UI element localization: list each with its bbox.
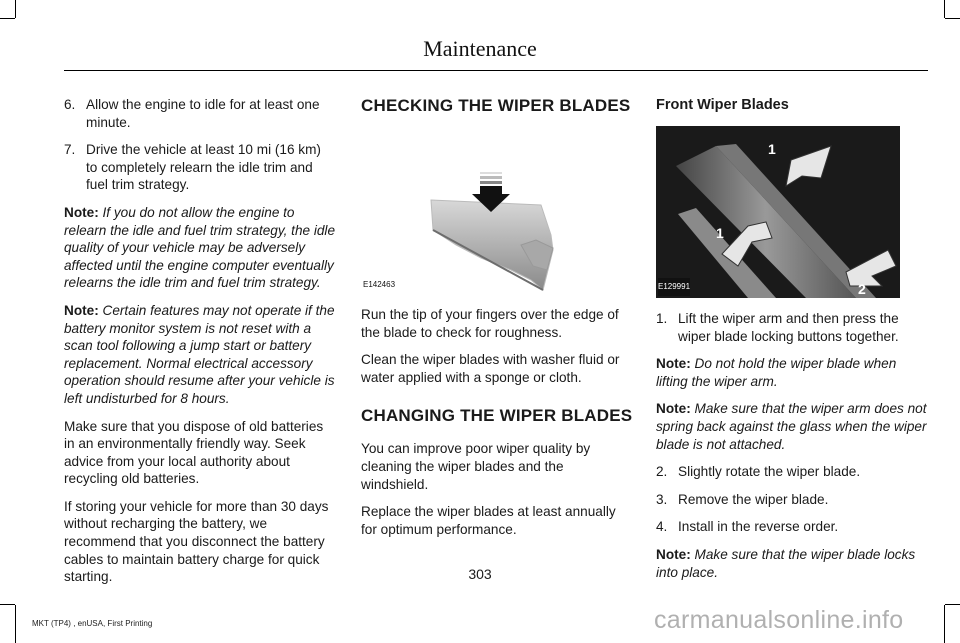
note: [656, 355, 928, 390]
callout-label: 1: [768, 141, 776, 157]
step-number: 2.: [656, 464, 668, 480]
paragraph: Make sure that you dispose of old batteries in an environmentally friendly way. Seek advice from your local authority about recycling old batteries.: [64, 418, 324, 487]
callout-label: 2: [858, 281, 866, 297]
crop-mark: [15, 0, 16, 18]
middle-column: [361, 96, 633, 548]
step-6: [64, 96, 336, 131]
note-label: Note:: [656, 401, 691, 417]
page-number: 303: [468, 566, 492, 582]
step-number: 7.: [64, 142, 76, 158]
crop-mark: [0, 604, 15, 605]
wiper-blade-figure: [361, 130, 633, 296]
step-text: Lift the wiper arm and then press the wiper blade locking buttons together.: [678, 311, 899, 344]
paragraph: If storing your vehicle for more than 30 days without recharging the battery, we recommend that you disconnect the battery cables to maintain battery charge for quick starting.: [64, 498, 329, 585]
crop-mark: [945, 18, 960, 19]
step-number: 4.: [656, 519, 668, 535]
watermark: carmanualsonline.info: [654, 606, 904, 634]
front-wiper-photo: [656, 126, 900, 298]
step-2: [656, 463, 928, 481]
step-text: Slightly rotate the wiper blade.: [678, 464, 861, 480]
note: [656, 400, 928, 453]
callout-label: 1: [716, 225, 724, 241]
step-text: Allow the engine to idle for at least one minute.: [86, 97, 320, 130]
footer-text: MKT (TP4) , enUSA, First Printing: [32, 619, 153, 628]
note-label: Note:: [64, 302, 99, 318]
step-1: [656, 310, 928, 345]
subsection-heading: Front Wiper Blades: [656, 97, 789, 113]
step-number: 1.: [656, 311, 668, 326]
wiper-blade-illustration: [361, 130, 633, 296]
step-number: 6.: [64, 97, 76, 112]
crop-mark: [944, 0, 945, 18]
step-text: Install in the reverse order.: [678, 519, 839, 535]
crop-mark: [15, 605, 16, 643]
right-column: [656, 96, 928, 591]
front-wiper-figure: [656, 126, 900, 298]
note-text: Make sure that the wiper blade locks into place.: [656, 546, 916, 580]
crop-mark: [945, 604, 960, 605]
crop-mark: [944, 605, 945, 643]
note: [64, 302, 336, 408]
note-text: Certain features may not operate if the battery monitor system is not reset with a scan tool following a jump start or battery replacement. Normal electrical accessory operation should resume after your vehicle is left undisturbed for 8 hours.: [64, 302, 335, 406]
paragraph: Run the tip of your fingers over the edge of the blade to check for roughness.: [361, 307, 619, 340]
page-title: Maintenance: [423, 36, 537, 61]
note-label: Note:: [64, 204, 99, 220]
note-label: Note:: [656, 546, 691, 562]
step-text: Remove the wiper blade.: [678, 491, 829, 507]
step-3: [656, 491, 928, 509]
left-column: [64, 96, 336, 596]
figure-code: E129991: [658, 278, 690, 296]
header-rule: [64, 70, 928, 71]
step-7: [64, 141, 336, 194]
crop-mark: [0, 18, 15, 19]
paragraph: Replace the wiper blades at least annually for optimum performance.: [361, 504, 616, 537]
figure-code: E142463: [363, 280, 396, 290]
step-number: 3.: [656, 491, 668, 507]
note-text: Do not hold the wiper blade when lifting the wiper arm.: [656, 356, 897, 389]
note-text: Make sure that the wiper arm does not spring back against the glass when the wiper blade is not attached.: [656, 401, 927, 452]
section-heading: CHECKING THE WIPER BLADES: [361, 96, 631, 115]
section-heading: CHANGING THE WIPER BLADES: [361, 406, 633, 426]
note-text: If you do not allow the engine to relearn the idle and fuel trim strategy, the idle quality of your vehicle may be adversely affected until the engine computer eventually relearns the idle trim and fuel trim strategy.: [64, 204, 336, 291]
paragraph: You can improve poor wiper quality by cleaning the wiper blades and the windshield.: [361, 441, 591, 492]
step-4: [656, 518, 928, 536]
note: [64, 204, 336, 292]
step-text: Drive the vehicle at least 10 mi (16 km) to completely relearn the idle trim and fuel trim strategy.: [86, 142, 321, 193]
paragraph: Clean the wiper blades with washer fluid or water applied with a sponge or cloth.: [361, 352, 620, 385]
note-label: Note:: [656, 356, 691, 372]
